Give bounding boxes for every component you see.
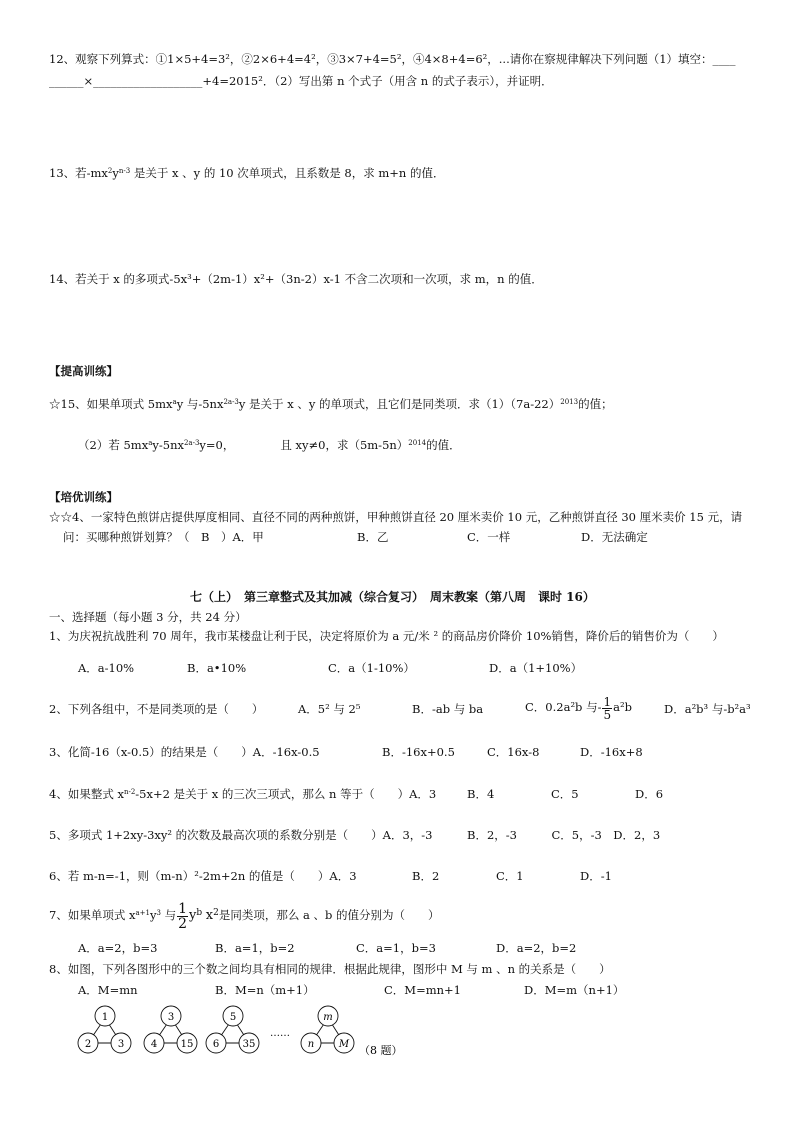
fig4-top: m bbox=[323, 1012, 333, 1023]
q4-option-c: C．一样 bbox=[467, 530, 511, 544]
section-excellent-heading: 【培优训练】 bbox=[49, 490, 118, 504]
fig1-right: 3 bbox=[117, 1039, 125, 1050]
s2-option-a: A．5² 与 2⁵ bbox=[298, 702, 361, 716]
q12-line2: ______×___________________+4=2015²．（2）写出第 n 个式子（用含 n 的式子表示），并证明． bbox=[49, 74, 553, 88]
s1-option-b: B．a•10% bbox=[187, 661, 247, 675]
s6-option-d: D．-1 bbox=[580, 869, 612, 883]
q13: 13、若$-mx^2y^{n-3}$ 是关于 x 、y 的 10 次单项式，且系数是 8，求 m+n 的值． bbox=[49, 166, 445, 180]
q15-line1: ☆15、如果单项式 $5mx^ay$ 与$-5nx^{2a-3}y$ 是关于 x 、y 的单项式，且它们是同类项．求$(1)(7a-22)^{2013}$的值； bbox=[49, 397, 613, 411]
q4-line2: 问：买哪种煎饼划算？（ B ）A．甲 bbox=[63, 530, 264, 544]
s8-stem: 8、如图，下列各图形中的三个数之间均具有相同的规律．根据此规律，图形中 M 与 m 、n 的关系是（ ） bbox=[49, 962, 611, 976]
s2-fraction: $\frac{1}{5}$ bbox=[603, 694, 612, 722]
s8-option-a: A．M=mn bbox=[78, 983, 138, 997]
s3-option-c: C．16x-8 bbox=[487, 745, 540, 759]
s4-option-c: C．5 bbox=[551, 787, 579, 801]
s8-dots: …… bbox=[270, 1028, 290, 1039]
q4-line1: ☆☆4、一家特色煎饼店提供厚度相同、直径不同的两种煎饼，甲种煎饼直径 20 厘米卖价 10 元，乙种煎饼直径 30 厘米卖价 15 元，请 bbox=[49, 510, 743, 524]
q13-pre: 13、若-mx bbox=[49, 166, 108, 180]
triangle-figure-3 bbox=[206, 1006, 259, 1053]
s3-option-b: B．-16x+0.5 bbox=[382, 745, 455, 759]
s7-fraction: $\frac{1}{2}$ bbox=[178, 900, 188, 932]
fig2-top: 3 bbox=[167, 1012, 175, 1023]
fig1-left: 2 bbox=[84, 1039, 92, 1050]
s3-stem: 3、化简-16（x-0.5）的结果是（ ）A．-16x-0.5 bbox=[49, 745, 320, 759]
q15-line2: （2）若 $5mx^ay-5nx^{2a-3}y=0$， 且 xy≠0，求$(5m-5n)^{2014}$的值． bbox=[78, 438, 461, 452]
triangle-figure-4 bbox=[301, 1006, 354, 1053]
s1-stem: 1、为庆祝抗战胜利 70 周年，我市某楼盘让利于民，决定将原价为 a 元/米 ² 的商品房价降价 10%销售，降价后的销售价为（ ） bbox=[49, 629, 724, 643]
s8-option-b: B．M=n（m+1） bbox=[215, 983, 315, 997]
s8-option-c: C．M=mn+1 bbox=[384, 983, 461, 997]
s7-option-c: C．a=1，b=3 bbox=[356, 941, 436, 955]
s4-option-b: B．4 bbox=[467, 787, 495, 801]
fig4-right: M bbox=[338, 1039, 350, 1050]
triangle-figure-2 bbox=[144, 1006, 197, 1053]
fig4-left: n bbox=[307, 1039, 315, 1050]
s2-stem: 2、下列各组中，不是同类项的是（ ） bbox=[49, 702, 264, 716]
s4-stem: 4、如果整式 $x^{n-2}-5x+2$ 是关于 x 的三次三项式，那么 n 等于（ ）A．3 bbox=[49, 787, 437, 801]
section-choice-heading: 一、选择题（每小题 3 分，共 24 分） bbox=[49, 610, 247, 624]
fig3-top: 5 bbox=[229, 1012, 237, 1023]
s8-option-d: D．M=m（n+1） bbox=[524, 983, 625, 997]
s2-option-d: D．a²b³ 与-b²a³ bbox=[664, 702, 751, 716]
s6-option-b: B．2 bbox=[412, 869, 440, 883]
s1-option-a: A．a-10% bbox=[78, 661, 135, 675]
fig1-top: 1 bbox=[101, 1012, 109, 1023]
s6-option-c: C．1 bbox=[496, 869, 524, 883]
s8-figure bbox=[72, 1002, 412, 1060]
page-title: 七（上） 第三章整式及其加减（综合复习） 周末教案（第八周 课时 16） bbox=[190, 590, 595, 604]
s1-option-d: D．a（1+10%） bbox=[489, 661, 583, 675]
fig3-right: 35 bbox=[242, 1039, 256, 1050]
s4-option-d: D．6 bbox=[635, 787, 664, 801]
q12-line1: 12、观察下列算式：①1×5+4=3²，②2×6+4=4²，③3×7+4=5²，④4×8+4=6²，...请你在察规律解决下列问题（1）填空：____ bbox=[49, 52, 736, 66]
s5-stem: 5、多项式 1+2xy-3xy² 的次数及最高次项的系数分别是（ ）A．3，-3 B．2，-3 C．5，-3 D．2，3 bbox=[49, 828, 661, 842]
fig2-left: 4 bbox=[150, 1039, 158, 1050]
s7-option-d: D．a=2，b=2 bbox=[496, 941, 577, 955]
section-improve-heading: 【提高训练】 bbox=[49, 364, 118, 378]
fig2-right: 15 bbox=[180, 1039, 194, 1050]
s7-option-a: A．a=2，b=3 bbox=[78, 941, 158, 955]
q14: 14、若关于 x 的多项式-5x³+（2m-1）x²+（3n-2）x-1 不含二次项和一次项，求 m，n 的值． bbox=[49, 272, 543, 286]
s6-stem: 6、若 m-n=-1，则（m-n）²-2m+2n 的值是（ ）A．3 bbox=[49, 869, 357, 883]
s8-caption: （8 题） bbox=[359, 1044, 403, 1057]
fig3-left: 6 bbox=[212, 1039, 220, 1050]
q4-option-d: D．无法确定 bbox=[581, 530, 648, 544]
s1-option-c: C．a（1-10%） bbox=[328, 661, 415, 675]
s3-option-d: D．-16x+8 bbox=[580, 745, 643, 759]
s2-option-b: B．-ab 与 ba bbox=[412, 702, 484, 716]
triangle-figure-1 bbox=[78, 1006, 131, 1053]
q4-option-b: B．乙 bbox=[357, 530, 389, 544]
s2-option-c: C．0.2a²b 与- $\frac{1}{5}$ a²b bbox=[525, 694, 632, 722]
s7-option-b: B．a=1，b=2 bbox=[215, 941, 295, 955]
s7-stem: 7、如果单项式 $x^{a+1}y^3$ 与 $\frac{1}{2}$ $y^b$ $x^2$是同类项，那么 a 、b 的值分别为（ ） bbox=[49, 900, 440, 932]
